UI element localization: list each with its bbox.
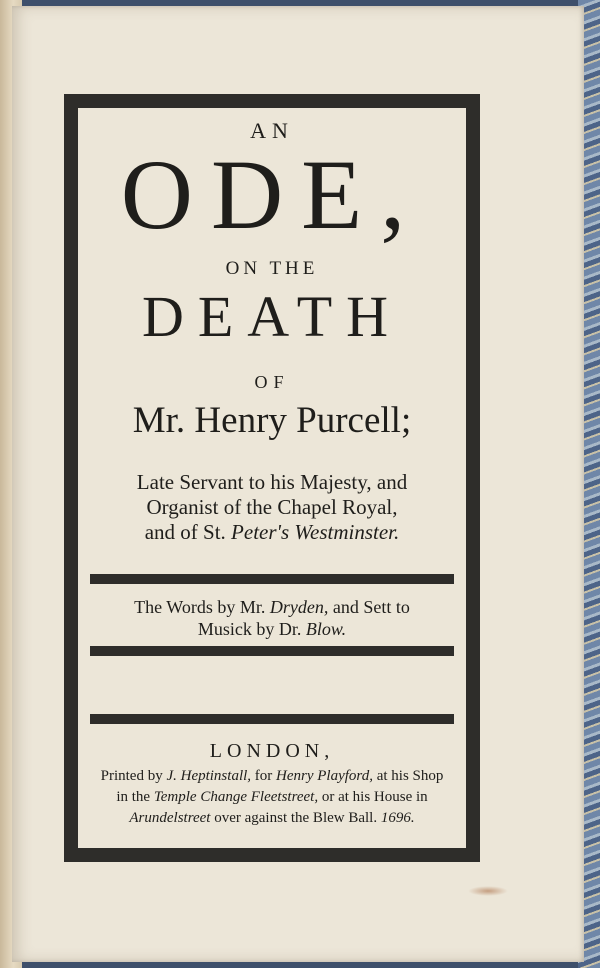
credits-text: Musick by Dr.	[197, 619, 306, 639]
imprint-text: at his Shop	[372, 768, 444, 784]
credits-italic: Blow.	[305, 619, 347, 639]
divider-rule-3	[90, 714, 454, 724]
description-line-3	[78, 520, 466, 545]
title-of: OF	[254, 372, 290, 392]
subject-name: Mr. Henry Purcell;	[132, 400, 412, 441]
frame-bottom-bar	[64, 848, 480, 862]
imprint-text: Printed by	[100, 768, 167, 784]
credits-line-2	[78, 618, 466, 640]
imprint-italic: J. Heptinstall,	[166, 768, 252, 784]
title-death: DEATH	[141, 284, 403, 349]
divider-rule-2	[90, 646, 454, 656]
imprint-italic: Henry Playford,	[276, 768, 373, 784]
ink-stain	[468, 886, 508, 896]
credits-italic: Dryden,	[269, 597, 329, 617]
description-line-1: Late Servant to his Majesty, and	[136, 470, 408, 494]
divider-rule-1	[90, 574, 454, 584]
credits	[78, 596, 466, 640]
description-italic: Peter's Westminster.	[231, 520, 400, 544]
imprint-date: 1696.	[380, 810, 415, 826]
credits-line-1	[78, 596, 466, 618]
title-an: AN	[250, 118, 294, 143]
description-text: and of St.	[144, 520, 232, 544]
imprint-city: LONDON,	[209, 740, 335, 762]
credits-text: The Words by Mr.	[134, 597, 270, 617]
imprint-italic: Arundelstreet	[129, 810, 211, 826]
frame-left-bar	[64, 94, 78, 862]
title-on-the: ON THE	[225, 258, 319, 279]
imprint-text: or at his House in	[318, 789, 428, 805]
imprint-line-1	[84, 766, 460, 787]
border-frame	[64, 94, 480, 862]
frame-top-bar	[64, 94, 480, 108]
imprint-italic: Temple Change Fleetstreet,	[153, 789, 319, 805]
imprint-line-3	[84, 808, 460, 829]
imprint-line-2	[84, 787, 460, 808]
imprint-text: over against the Blew Ball.	[210, 810, 381, 826]
frame-right-bar	[466, 94, 480, 862]
title-ode: ODE,	[120, 139, 424, 250]
subject-description	[78, 470, 466, 545]
credits-text: and Sett to	[328, 597, 410, 617]
imprint-text: for	[251, 768, 277, 784]
description-line-2: Organist of the Chapel Royal,	[146, 495, 398, 519]
imprint	[78, 766, 466, 829]
title-page	[12, 6, 584, 962]
imprint-text: in the	[116, 789, 154, 805]
